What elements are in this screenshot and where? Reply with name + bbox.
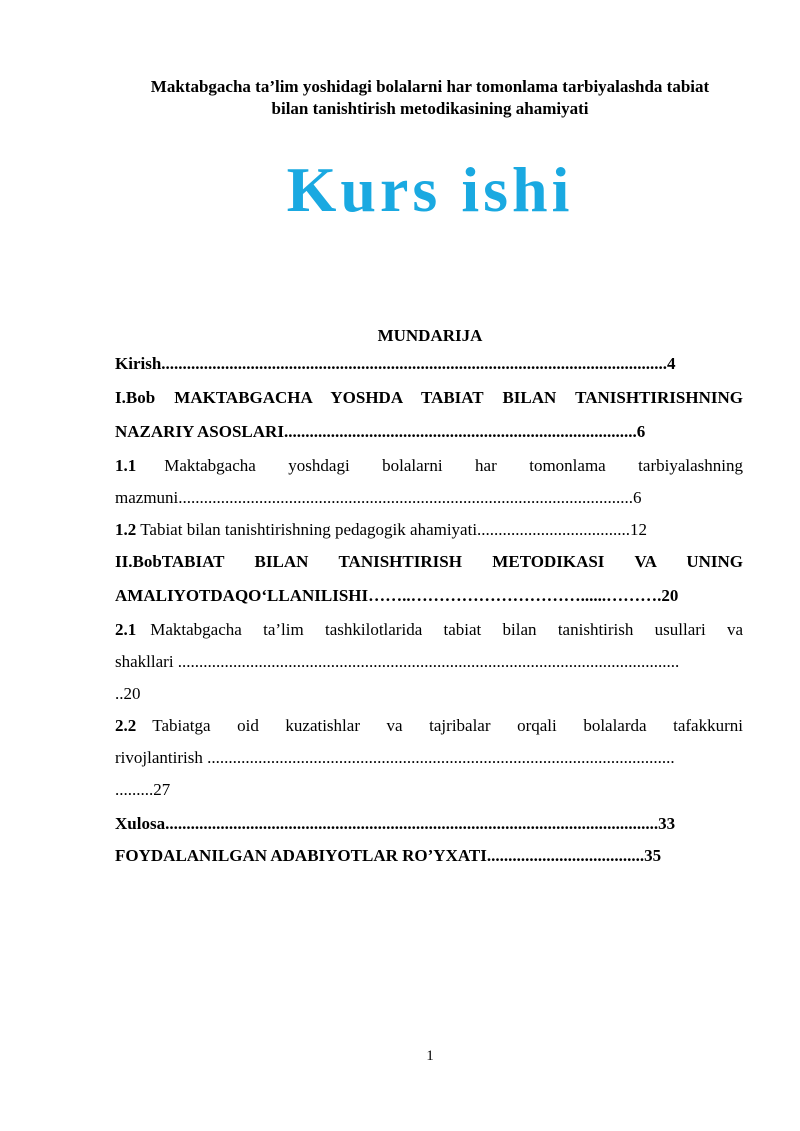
section-number: 1.2 <box>115 520 137 539</box>
toc-entry-2-2-line2: rivojlantirish .............................................................................................................. <box>115 748 675 767</box>
topic-line-1: Maktabgacha ta’lim yoshidagi bolalarni har tomonlama tarbiyalashda tabiat <box>150 77 710 96</box>
toc-entry-2-2-line3: .........27 <box>115 780 171 799</box>
toc-entry-2-2-line1 <box>115 716 743 736</box>
topic-line-2: bilan tanishtirish metodikasining ahamiyati <box>271 99 589 118</box>
section-number: 1.1 <box>115 456 137 475</box>
toc-heading: MUNDARIJA <box>377 326 483 345</box>
section-title: Tabiatga oid kuzatishlar va tajribalar orqali bolalarda tafakkurni <box>152 716 743 735</box>
document-title: Kurs ishi <box>286 154 574 225</box>
toc-entry-2-1-line1 <box>115 620 743 640</box>
toc-entry-bob2-line2: AMALIYOTDAQO‘LLANILISHI……..…………………………......……….20 <box>115 586 679 605</box>
toc-entry-2-1-line2: shakllari ...................................................................................................................... <box>115 652 680 671</box>
section-title: Maktabgacha yoshdagi bolalarni har tomonlama tarbiyalashning <box>164 456 743 475</box>
section-number: 2.1 <box>115 620 137 639</box>
toc-entry-xulosa: Xulosa....................................................................................................................33 <box>115 814 676 833</box>
document-topic <box>100 76 760 120</box>
toc-entry-1-2 <box>115 520 647 540</box>
toc-entry-adabiyotlar: FOYDALANILGAN ADABIYOTLAR RO’YXATI.....................................35 <box>115 846 662 865</box>
toc-entry-1-1-line1 <box>115 456 743 476</box>
section-number: 2.2 <box>115 716 137 735</box>
toc-entry-bob1-line2: NAZARIY ASOSLARI...................................................................................6 <box>115 422 646 441</box>
toc-entry-2-1-line3: ..20 <box>115 684 141 703</box>
toc-entry-bob1-line1: I.Bob MAKTABGACHA YOSHDA TABIAT BILAN TANISHTIRISHNING <box>115 388 743 407</box>
toc-entry-kirish: Kirish.......................................................................................................................4 <box>115 354 676 373</box>
toc-entry-bob2-line1: II.BobTABIAT BILAN TANISHTIRISH METODIKASI VA UNING <box>115 552 743 571</box>
toc-entry-1-1-line2: mazmuni...........................................................................................................6 <box>115 488 642 507</box>
section-title: Maktabgacha ta’lim tashkilotlarida tabiat bilan tanishtirish usullari va <box>150 620 743 639</box>
section-title: Tabiat bilan tanishtirishning pedagogik ahamiyati....................................12 <box>140 520 648 539</box>
page-number: 1 <box>426 1048 434 1064</box>
